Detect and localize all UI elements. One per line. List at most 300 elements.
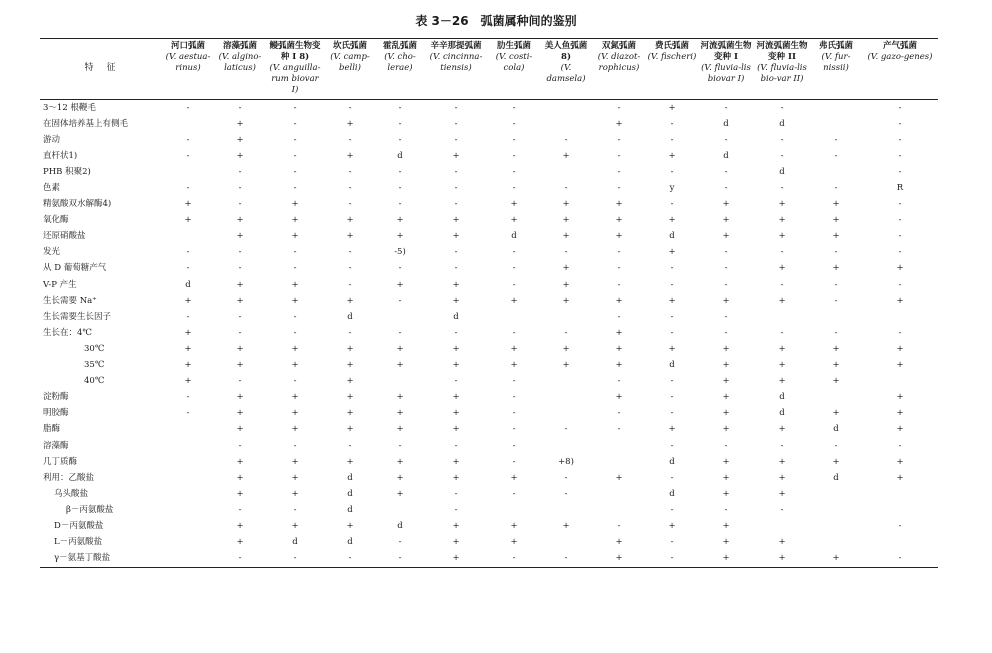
result-cell: - <box>186 311 190 322</box>
result-cell: + <box>396 408 404 419</box>
result-cell: + <box>452 295 460 306</box>
table-row <box>40 148 938 164</box>
result-cell <box>810 486 862 502</box>
result-cell: - <box>348 134 352 145</box>
result-cell <box>592 486 646 502</box>
result-cell: + <box>668 215 676 226</box>
feature-label: L－丙氨酸盐 <box>54 537 103 548</box>
result-cell: + <box>291 295 299 306</box>
result-cell <box>540 374 592 390</box>
result-cell: - <box>186 183 190 194</box>
result-cell: - <box>238 376 242 387</box>
result-cell: - <box>540 551 592 568</box>
feature-label: 精氨酸双水解酶4) <box>43 199 112 210</box>
column-species: (V. damsela) <box>546 63 586 84</box>
result-cell: - <box>617 166 621 177</box>
result-cell: + <box>452 472 460 483</box>
result-cell: d <box>347 488 353 499</box>
table-row <box>40 132 938 148</box>
result-cell: + <box>668 424 676 435</box>
result-cell <box>810 390 862 406</box>
result-cell: - <box>398 537 402 548</box>
result-cell: - <box>898 247 902 258</box>
result-cell: + <box>396 456 404 467</box>
result-cell: d <box>833 424 839 435</box>
result-cell: - <box>238 504 242 515</box>
result-cell: - <box>724 102 728 113</box>
result-cell: - <box>398 327 402 338</box>
column-header <box>424 39 488 100</box>
header-row <box>40 39 938 100</box>
result-cell: + <box>778 295 786 306</box>
result-cell: + <box>396 424 404 435</box>
feature-header: 特 征 <box>40 39 162 100</box>
result-cell: - <box>238 440 242 451</box>
result-cell: - <box>512 488 516 499</box>
result-cell: +8) <box>558 456 574 467</box>
result-cell <box>162 535 214 551</box>
result-cell: + <box>722 215 730 226</box>
result-cell: - <box>293 102 297 113</box>
result-cell: + <box>832 263 840 274</box>
result-cell: - <box>454 488 458 499</box>
feature-label: 直杆状1) <box>43 150 78 161</box>
result-cell: + <box>615 327 623 338</box>
result-cell: + <box>184 295 192 306</box>
result-cell: + <box>346 150 354 161</box>
result-cell: - <box>617 247 621 258</box>
result-cell: + <box>562 231 570 242</box>
result-cell <box>376 374 424 390</box>
result-cell: - <box>670 440 674 451</box>
table-body <box>40 100 938 568</box>
result-cell: + <box>778 199 786 210</box>
result-cell: - <box>238 166 242 177</box>
result-cell <box>862 486 938 502</box>
table-row <box>40 390 938 406</box>
table-row <box>40 277 938 293</box>
result-cell: + <box>510 520 518 531</box>
result-cell: - <box>348 247 352 258</box>
result-cell: + <box>668 247 676 258</box>
result-cell <box>162 518 214 534</box>
result-cell: - <box>454 183 458 194</box>
result-cell: + <box>291 424 299 435</box>
table-row <box>40 261 938 277</box>
result-cell: - <box>454 247 458 258</box>
result-cell: + <box>236 150 244 161</box>
result-cell: + <box>452 408 460 419</box>
result-cell <box>162 470 214 486</box>
table-row <box>40 422 938 438</box>
result-cell <box>810 502 862 518</box>
result-cell: - <box>724 440 728 451</box>
result-cell: - <box>834 183 838 194</box>
table-row <box>40 229 938 245</box>
result-cell: - <box>670 537 674 548</box>
result-cell: - <box>617 102 621 113</box>
result-cell: - <box>348 440 352 451</box>
result-cell: + <box>562 343 570 354</box>
result-cell: + <box>346 295 354 306</box>
result-cell: + <box>896 456 904 467</box>
result-cell: - <box>266 551 324 568</box>
result-cell: + <box>832 199 840 210</box>
result-cell: + <box>722 424 730 435</box>
result-cell <box>810 116 862 132</box>
result-cell: - <box>186 392 190 403</box>
result-cell: - <box>238 199 242 210</box>
feature-label: 生长需要 Na⁺ <box>43 295 97 306</box>
feature-label: 利用：乙酸盐 <box>43 472 95 483</box>
result-cell: + <box>832 231 840 242</box>
result-cell <box>810 518 862 534</box>
column-header <box>646 39 698 100</box>
column-name: 溶藻弧菌 <box>222 41 257 51</box>
result-cell: + <box>236 118 244 129</box>
result-cell <box>540 390 592 406</box>
feature-label: 35℃ <box>84 360 105 371</box>
result-cell: - <box>488 551 540 568</box>
result-cell: - <box>238 247 242 258</box>
result-cell: - <box>724 134 728 145</box>
result-cell: + <box>396 488 404 499</box>
result-cell: + <box>896 472 904 483</box>
result-cell: + <box>722 360 730 371</box>
result-cell: - <box>780 134 784 145</box>
result-cell: + <box>510 537 518 548</box>
result-cell: + <box>291 520 299 531</box>
result-cell: + <box>291 408 299 419</box>
column-header <box>488 39 540 100</box>
result-cell: - <box>324 551 376 568</box>
result-cell: - <box>512 166 516 177</box>
result-cell <box>162 164 214 180</box>
result-cell <box>810 309 862 325</box>
result-cell <box>162 438 214 454</box>
column-header <box>754 39 810 100</box>
column-header <box>862 39 938 100</box>
result-cell: + <box>452 424 460 435</box>
column-header <box>376 39 424 100</box>
result-cell: d <box>347 504 353 515</box>
table-row <box>40 245 938 261</box>
result-cell <box>540 406 592 422</box>
result-cell: + <box>346 408 354 419</box>
result-cell: + <box>236 392 244 403</box>
result-cell: + <box>236 231 244 242</box>
result-cell <box>754 309 810 325</box>
column-species: (V. camp-belli) <box>330 52 370 73</box>
result-cell: - <box>398 295 402 306</box>
result-cell: + <box>346 392 354 403</box>
result-cell: + <box>236 295 244 306</box>
result-cell: - <box>454 376 458 387</box>
result-cell <box>488 309 540 325</box>
result-cell: - <box>834 440 838 451</box>
result-cell: - <box>898 118 902 129</box>
result-cell: d <box>723 150 729 161</box>
table-row <box>40 486 938 502</box>
result-cell: + <box>722 343 730 354</box>
result-cell: - <box>238 102 242 113</box>
result-cell <box>592 454 646 470</box>
result-cell: - <box>617 520 621 531</box>
result-cell: + <box>722 488 730 499</box>
result-cell: - <box>376 551 424 568</box>
column-header <box>810 39 862 100</box>
result-cell <box>754 518 810 534</box>
column-header <box>592 39 646 100</box>
table-row <box>40 164 938 180</box>
result-cell: + <box>562 263 570 274</box>
result-cell: - <box>670 199 674 210</box>
result-cell: + <box>236 488 244 499</box>
column-species: (V. anguilla-rum biovar I) <box>269 63 321 95</box>
result-cell: d <box>397 150 403 161</box>
result-cell: + <box>896 360 904 371</box>
table-row <box>40 213 938 229</box>
result-cell: - <box>564 424 568 435</box>
result-cell: - <box>512 392 516 403</box>
result-cell: - <box>834 295 838 306</box>
result-cell: - <box>670 472 674 483</box>
result-cell: - <box>348 102 352 113</box>
result-cell: + <box>562 199 570 210</box>
table-row <box>40 341 938 357</box>
result-cell: - <box>724 166 728 177</box>
result-cell: - <box>348 327 352 338</box>
table-row <box>40 358 938 374</box>
result-cell: + <box>452 537 460 548</box>
result-cell: + <box>396 392 404 403</box>
result-cell: - <box>454 118 458 129</box>
feature-label: γ－氨基丁酸盐 <box>40 551 162 568</box>
result-cell <box>162 502 214 518</box>
result-cell: + <box>896 408 904 419</box>
result-cell: - <box>512 150 516 161</box>
result-cell: + <box>291 360 299 371</box>
result-cell <box>862 374 938 390</box>
result-cell: + <box>510 360 518 371</box>
result-cell: - <box>398 263 402 274</box>
result-cell: - <box>564 183 568 194</box>
result-cell: - <box>617 424 621 435</box>
result-cell: + <box>452 231 460 242</box>
result-cell: d <box>833 472 839 483</box>
result-cell: - <box>670 376 674 387</box>
feature-label: 明胶酶 <box>43 408 69 419</box>
result-cell: - <box>617 279 621 290</box>
result-cell: - <box>214 551 266 568</box>
result-cell: + <box>346 456 354 467</box>
result-cell: + <box>236 472 244 483</box>
result-cell: - <box>670 279 674 290</box>
result-cell: + <box>778 424 786 435</box>
column-name: 坎氏弧菌 <box>332 41 367 51</box>
result-cell: + <box>615 343 623 354</box>
result-cell: + <box>236 343 244 354</box>
result-cell: + <box>615 295 623 306</box>
result-cell: - <box>862 551 938 568</box>
result-cell <box>376 502 424 518</box>
result-cell: - <box>512 408 516 419</box>
result-cell: - <box>454 134 458 145</box>
result-cell: + <box>510 472 518 483</box>
result-cell: + <box>698 551 754 568</box>
result-cell: - <box>512 134 516 145</box>
result-cell: + <box>236 424 244 435</box>
feature-label: 从 D 葡萄糖产气 <box>43 263 107 274</box>
result-cell: + <box>346 118 354 129</box>
result-cell: - <box>724 247 728 258</box>
result-cell: - <box>780 102 784 113</box>
result-cell: - <box>617 376 621 387</box>
result-cell: + <box>778 537 786 548</box>
result-cell: + <box>346 376 354 387</box>
result-cell: - <box>564 472 568 483</box>
result-cell: + <box>778 360 786 371</box>
result-cell: R <box>896 183 904 194</box>
column-species: (V. fluvia-lis bio-var II) <box>757 63 807 84</box>
result-cell: - <box>617 183 621 194</box>
column-header <box>162 39 214 100</box>
column-name: 费氏弧菌 <box>654 41 689 51</box>
result-cell: - <box>512 263 516 274</box>
result-cell: - <box>398 118 402 129</box>
result-cell: - <box>293 263 297 274</box>
column-name: 双氮弧菌 <box>601 41 636 51</box>
result-cell: - <box>238 327 242 338</box>
result-cell: + <box>562 360 570 371</box>
result-cell: + <box>722 456 730 467</box>
result-cell: - <box>834 247 838 258</box>
result-cell: - <box>512 376 516 387</box>
table-row <box>40 116 938 132</box>
result-cell: - <box>512 440 516 451</box>
table-row <box>40 309 938 325</box>
result-cell: d <box>669 456 675 467</box>
result-cell: - <box>564 488 568 499</box>
result-cell: - <box>348 183 352 194</box>
table-row <box>40 454 938 470</box>
result-cell: - <box>780 504 784 515</box>
column-name: 鳗弧菌生物变种 I 8) <box>269 41 321 62</box>
result-cell: - <box>724 504 728 515</box>
result-cell: d <box>453 311 459 322</box>
result-cell: + <box>291 343 299 354</box>
result-cell: + <box>291 392 299 403</box>
result-cell: d <box>779 392 785 403</box>
result-cell: + <box>722 295 730 306</box>
result-cell: + <box>184 327 192 338</box>
result-cell: - <box>293 440 297 451</box>
result-cell: + <box>452 392 460 403</box>
result-cell: - <box>293 183 297 194</box>
result-cell: + <box>291 488 299 499</box>
result-cell: - <box>293 327 297 338</box>
result-cell: - <box>186 247 190 258</box>
result-cell: + <box>452 520 460 531</box>
result-cell: - <box>398 440 402 451</box>
result-cell: - <box>724 311 728 322</box>
result-cell <box>162 551 214 568</box>
feature-label: β－丙氨酸盐 <box>66 504 114 515</box>
result-cell <box>862 309 938 325</box>
result-cell: - <box>348 263 352 274</box>
result-cell: d <box>669 488 675 499</box>
result-cell: + <box>778 263 786 274</box>
result-cell: - <box>348 279 352 290</box>
result-cell: + <box>615 118 623 129</box>
result-cell: - <box>293 504 297 515</box>
feature-label: D－丙氨酸盐 <box>54 520 104 531</box>
result-cell: - <box>724 263 728 274</box>
result-cell: - <box>293 150 297 161</box>
result-cell: + <box>236 360 244 371</box>
result-cell: y <box>669 183 675 194</box>
result-cell: + <box>832 360 840 371</box>
result-cell: - <box>898 520 902 531</box>
result-cell: + <box>424 551 488 568</box>
result-cell: + <box>236 520 244 531</box>
result-cell: - <box>670 392 674 403</box>
result-cell: - <box>898 440 902 451</box>
column-name: 美人鱼弧菌8) <box>544 41 588 62</box>
column-header <box>698 39 754 100</box>
column-name: 辛辛那提弧菌 <box>430 41 482 51</box>
column-header <box>324 39 376 100</box>
result-cell: + <box>236 134 244 145</box>
result-cell: d <box>397 520 403 531</box>
result-cell: - <box>646 551 698 568</box>
column-species: (V. gazo-genes) <box>867 52 933 62</box>
result-cell: d <box>669 360 675 371</box>
feature-label: V-P 产生 <box>43 279 77 290</box>
result-cell: d <box>779 118 785 129</box>
feature-label: 在固体培养基上有侧毛 <box>43 118 129 129</box>
result-cell <box>376 309 424 325</box>
feature-label: 30℃ <box>84 343 105 354</box>
result-cell: d <box>347 311 353 322</box>
result-cell: + <box>291 279 299 290</box>
result-cell: + <box>236 215 244 226</box>
result-cell: + <box>778 343 786 354</box>
table-row <box>40 518 938 534</box>
result-cell: - <box>724 327 728 338</box>
column-species: (V. costi-cola) <box>495 52 533 73</box>
result-cell: - <box>617 311 621 322</box>
result-cell: - <box>186 263 190 274</box>
result-cell: + <box>810 551 862 568</box>
result-cell <box>862 502 938 518</box>
column-species: (V. fluvia-lis biovar I) <box>701 63 751 84</box>
result-cell: + <box>668 520 676 531</box>
result-cell: + <box>754 551 810 568</box>
result-cell: - <box>780 247 784 258</box>
result-cell: - <box>238 263 242 274</box>
table-row <box>40 406 938 422</box>
result-cell: + <box>562 215 570 226</box>
result-cell <box>162 486 214 502</box>
column-name: 河口弧菌 <box>170 41 205 51</box>
result-cell: - <box>398 183 402 194</box>
result-cell: d <box>185 279 191 290</box>
result-cell: - <box>617 150 621 161</box>
result-cell: + <box>510 295 518 306</box>
result-cell: - <box>898 279 902 290</box>
result-cell: + <box>778 456 786 467</box>
